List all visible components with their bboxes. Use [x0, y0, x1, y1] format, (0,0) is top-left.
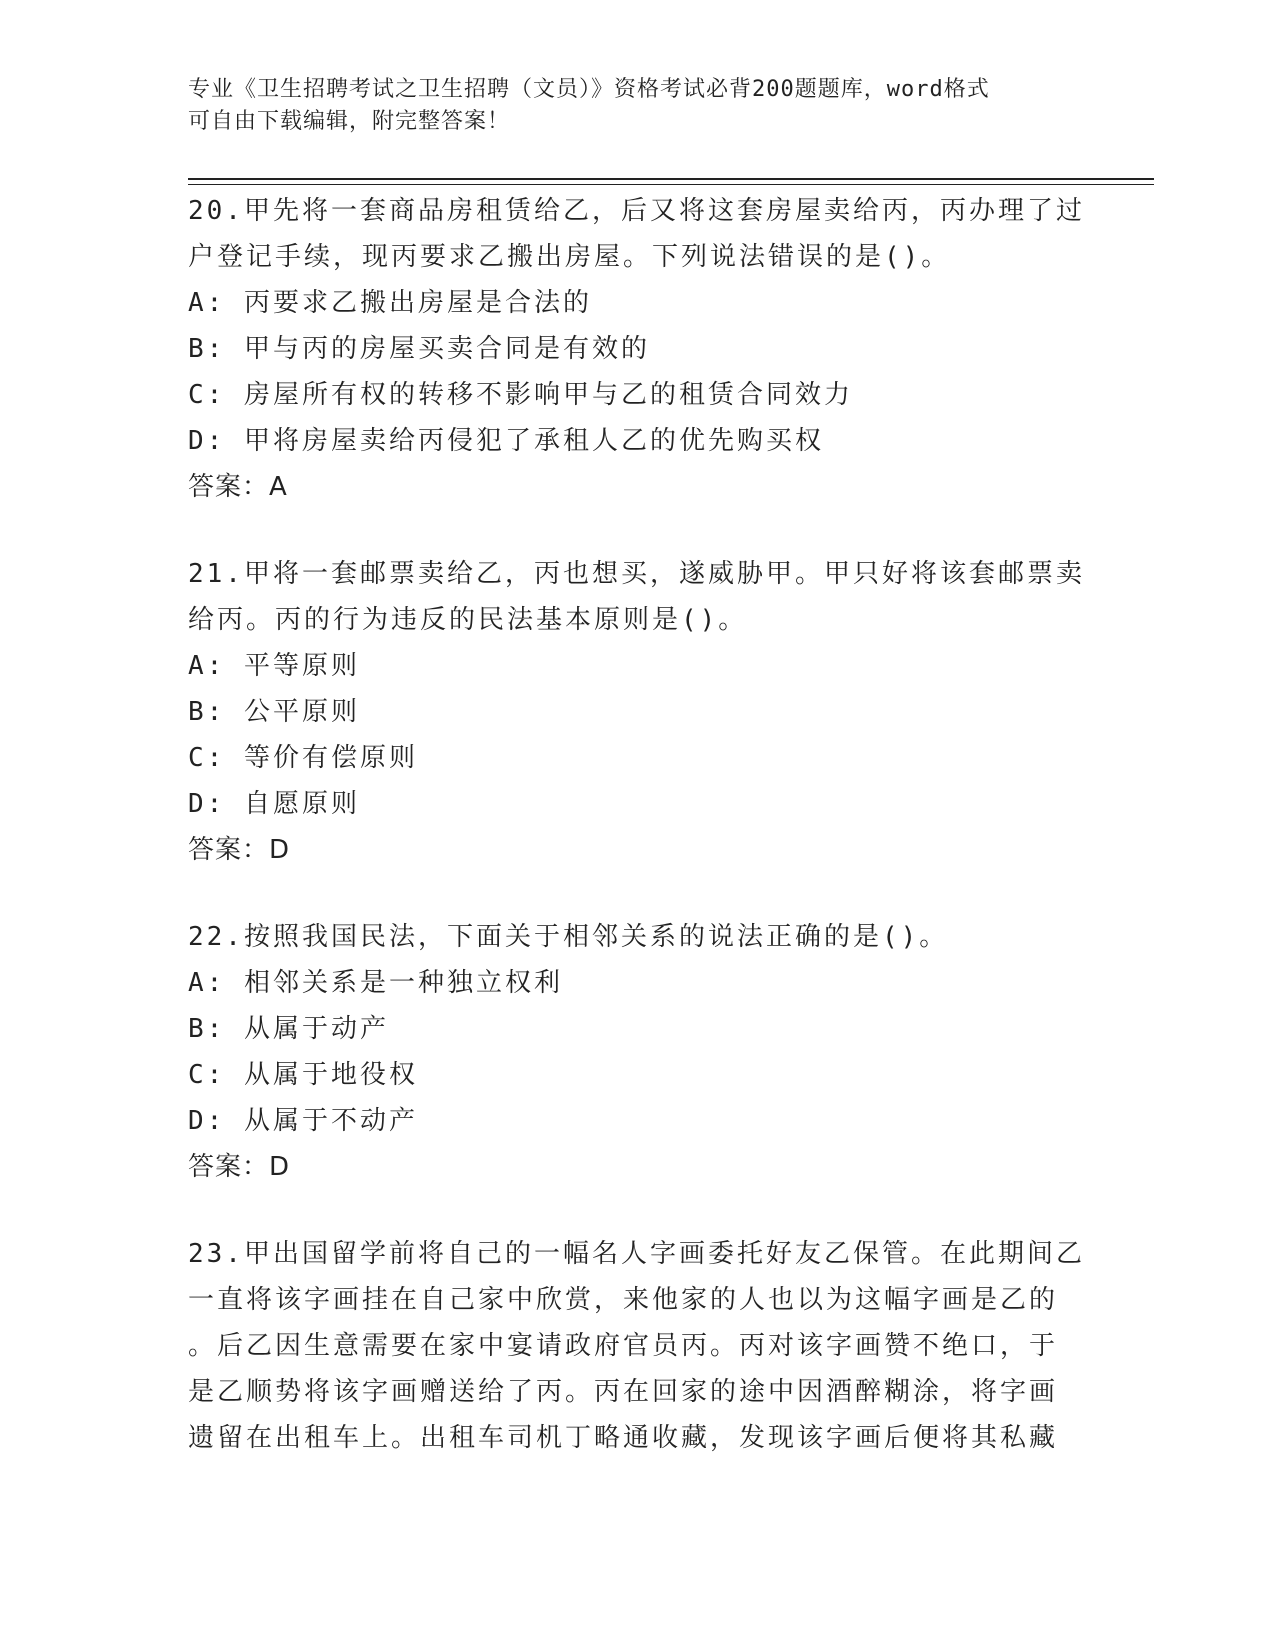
question-stem-line: 户登记手续，现丙要求乙搬出房屋。下列说法错误的是()。: [188, 242, 951, 272]
answer-label: 答案：A: [188, 472, 288, 502]
option-b: B: 公平原则: [188, 697, 360, 727]
option-c: C: 等价有偿原则: [188, 743, 418, 773]
option-c: C: 从属于地役权: [188, 1060, 418, 1090]
option-c: C: 房屋所有权的转移不影响甲与乙的租赁合同效力: [188, 380, 853, 410]
option-a: A: 平等原则: [188, 651, 360, 681]
document-header: [188, 74, 1068, 138]
question-stem-line: 21.甲将一套邮票卖给乙，丙也想买，遂威胁甲。甲只好将该套邮票卖: [188, 559, 1085, 589]
question-stem-line: 给丙。丙的行为违反的民法基本原则是()。: [188, 605, 748, 635]
option-b: B: 甲与丙的房屋买卖合同是有效的: [188, 334, 650, 364]
question-20: [188, 188, 1088, 510]
option-a: A: 相邻关系是一种独立权利: [188, 968, 563, 998]
question-22: [188, 914, 1088, 1190]
header-line-1: 专业《卫生招聘考试之卫生招聘（文员）》资格考试必背200题题库，word格式: [188, 77, 990, 102]
question-stem-line: 遗留在出租车上。出租车司机丁略通收藏，发现该字画后便将其私藏: [188, 1423, 1059, 1453]
question-stem-line: 是乙顺势将该字画赠送给了丙。丙在回家的途中因酒醉糊涂，将字画: [188, 1377, 1059, 1407]
question-stem-line: 22.按照我国民法，下面关于相邻关系的说法正确的是()。: [188, 922, 949, 952]
question-list: [188, 188, 1088, 1461]
question-stem-line: 一直将该字画挂在自己家中欣赏，来他家的人也以为这幅字画是乙的: [188, 1285, 1059, 1315]
answer-label: 答案：D: [188, 835, 291, 865]
header-divider-thick: [188, 178, 1154, 180]
question-23: [188, 1231, 1088, 1461]
answer-label: 答案：D: [188, 1152, 291, 1182]
option-d: D: 从属于不动产: [188, 1106, 418, 1136]
header-divider-thin: [188, 184, 1154, 185]
question-21: [188, 551, 1088, 873]
question-stem-line: 。后乙因生意需要在家中宴请政府官员丙。丙对该字画赞不绝口，于: [188, 1331, 1059, 1361]
question-stem-line: 20.甲先将一套商品房租赁给乙，后又将这套房屋卖给丙，丙办理了过: [188, 196, 1085, 226]
option-d: D: 甲将房屋卖给丙侵犯了承租人乙的优先购买权: [188, 426, 824, 456]
option-b: B: 从属于动产: [188, 1014, 389, 1044]
option-a: A: 丙要求乙搬出房屋是合法的: [188, 288, 592, 318]
option-d: D: 自愿原则: [188, 789, 360, 819]
header-line-2: 可自由下载编辑，附完整答案！: [188, 109, 511, 134]
question-stem-line: 23.甲出国留学前将自己的一幅名人字画委托好友乙保管。在此期间乙: [188, 1239, 1085, 1269]
